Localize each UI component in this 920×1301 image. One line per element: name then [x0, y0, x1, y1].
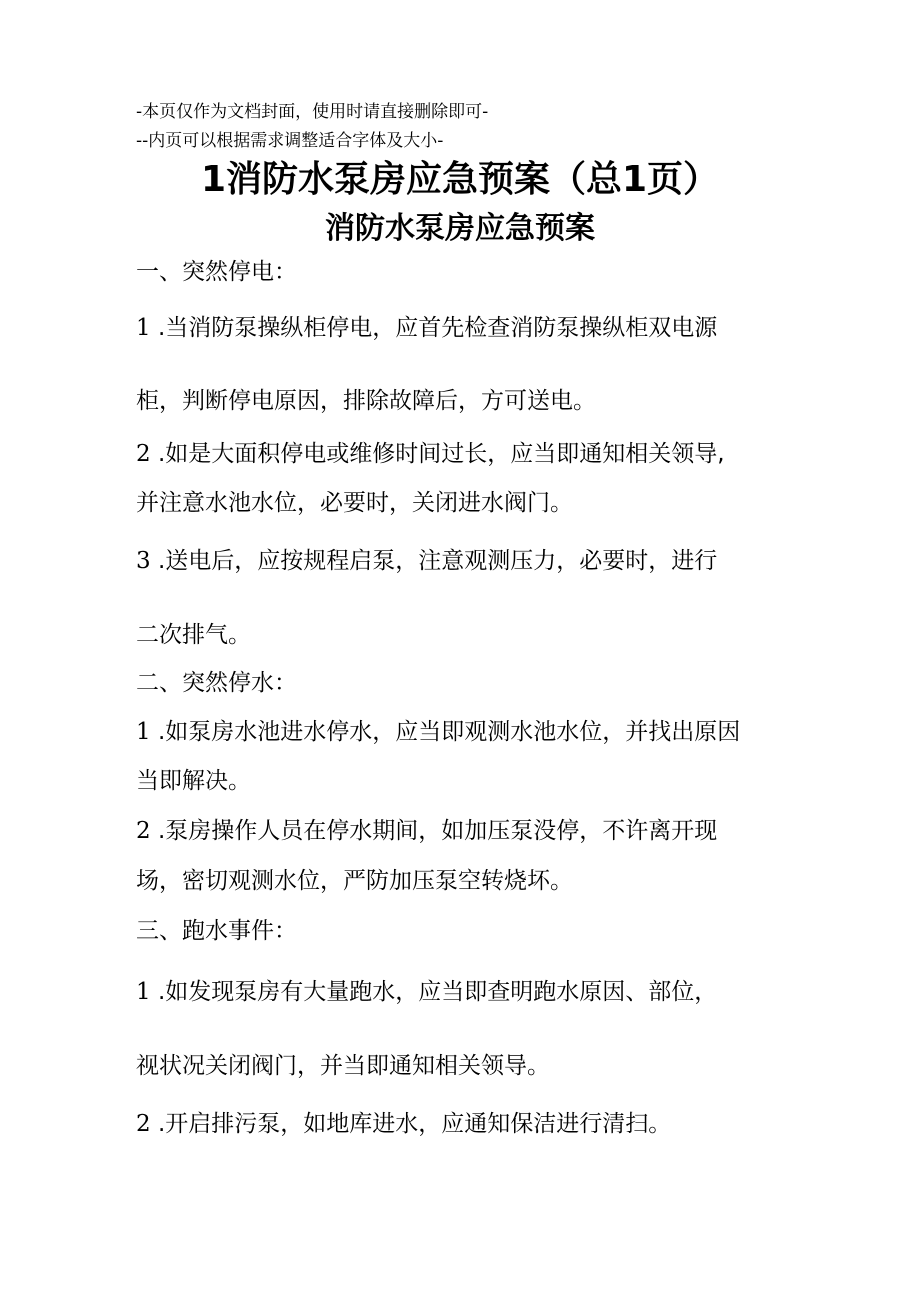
list-item	[136, 546, 717, 576]
cover-note-2: --内页可以根据需求调整适合字体及大小-	[136, 131, 444, 151]
section-heading-power-outage: 一、突然停电：	[136, 259, 297, 285]
list-item	[136, 313, 717, 343]
section-heading-water-outage: 二、突然停水：	[136, 670, 297, 696]
list-item	[136, 816, 717, 846]
section-heading-water-leak: 三、跑水事件：	[136, 918, 297, 944]
list-item	[136, 977, 717, 1007]
document-subtitle: 消防水泵房应急预案	[325, 211, 595, 246]
item-number: 1	[136, 979, 151, 1005]
item-text: .如发现泵房有大量跑水，应当即查明跑水原因、部位，	[157, 979, 718, 1005]
list-item	[136, 1109, 671, 1139]
list-item	[136, 439, 725, 469]
item-number: 1	[136, 315, 151, 341]
item-text: .如是大面积停电或维修时间过长，应当即通知相关领导,	[157, 441, 725, 467]
item-text: .开启排污泵，如地库进水，应通知保洁进行清扫。	[157, 1111, 672, 1137]
item-number: 2	[136, 1111, 151, 1137]
item-text: .当消防泵操纵柜停电，应首先检查消防泵操纵柜双电源	[157, 315, 718, 341]
item-continuation: 并注意水池水位，必要时，关闭进水阀门。	[136, 490, 573, 516]
item-continuation: 二次排气。	[136, 622, 251, 648]
item-continuation: 视状况关闭阀门，并当即通知相关领导。	[136, 1053, 550, 1079]
item-continuation: 场，密切观测水位，严防加压泵空转烧坏。	[136, 868, 573, 894]
item-number: 3	[136, 548, 151, 574]
cover-note-1: -本页仅作为文档封面，使用时请直接删除即可-	[136, 102, 489, 122]
item-continuation: 当即解决。	[136, 768, 251, 794]
list-item	[136, 717, 740, 747]
item-text: .如泵房水池进水停水，应当即观测水池水位，并找出原因	[157, 719, 741, 745]
item-number: 2	[136, 441, 151, 467]
item-text: .送电后，应按规程启泵，注意观测压力，必要时，进行	[157, 548, 718, 574]
item-text: .泵房操作人员在停水期间，如加压泵没停，不许离开现	[157, 818, 718, 844]
item-number: 1	[136, 719, 151, 745]
item-continuation: 柜，判断停电原因，排除故障后，方可送电。	[136, 388, 596, 414]
document-title: 1消防水泵房应急预案（总1页）	[200, 159, 720, 200]
item-number: 2	[136, 818, 151, 844]
